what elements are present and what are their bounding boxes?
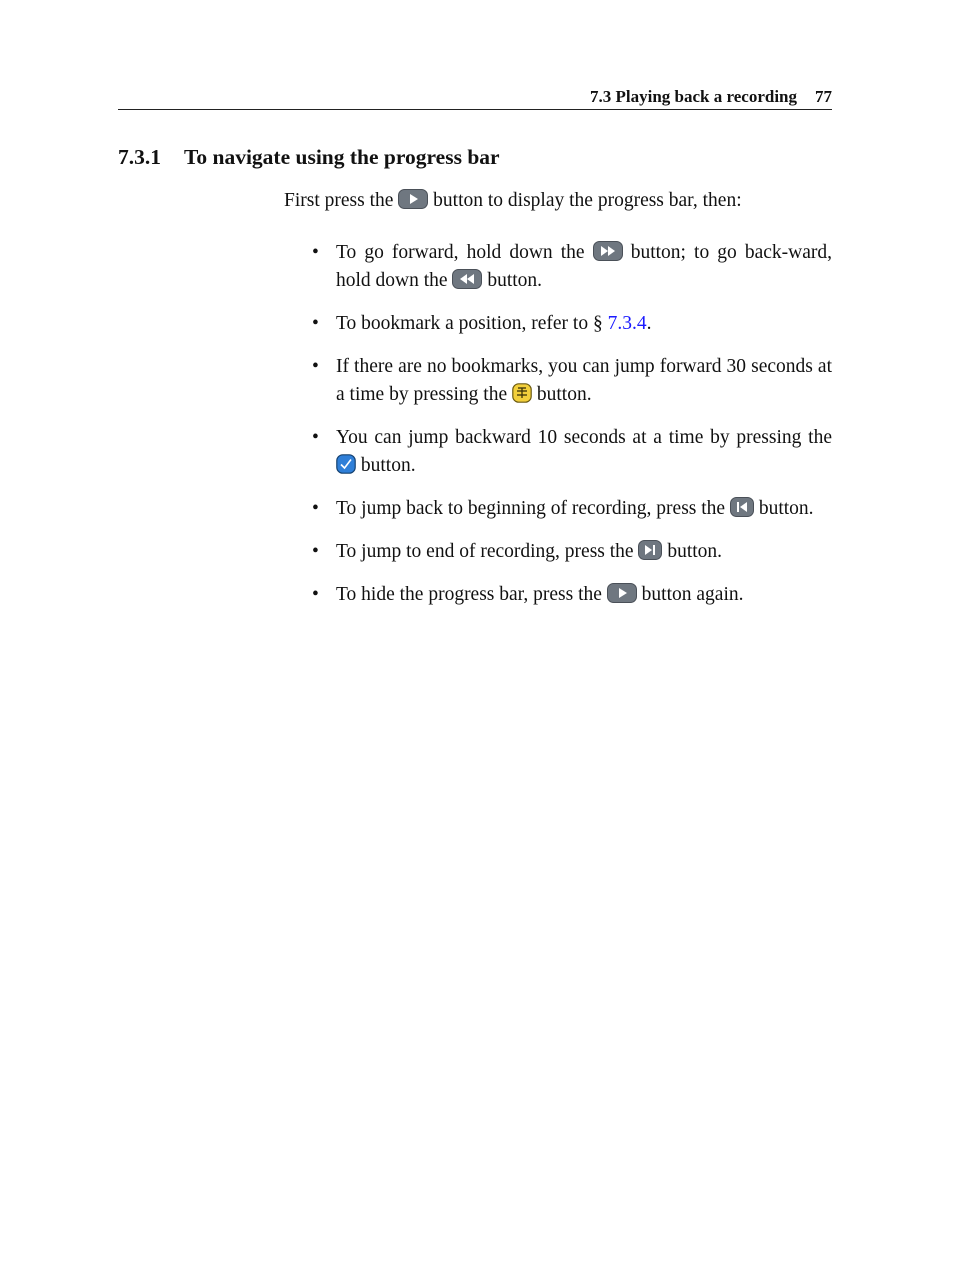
blue-check-button-icon — [336, 454, 356, 474]
bullet: • — [312, 313, 319, 334]
bullet: • — [312, 242, 319, 263]
list-item-text: button. — [487, 270, 543, 291]
skip-back-button-icon — [730, 497, 754, 517]
skip-forward-button-icon — [638, 540, 662, 560]
list-item — [312, 495, 832, 523]
list-item-text: button again. — [641, 584, 744, 605]
section-number: 7.3.1 — [118, 145, 161, 169]
list-item-text: To bookmark a position, refer to § — [336, 313, 603, 334]
section-reference-link[interactable]: 7.3.4 — [607, 313, 647, 334]
intro-paragraph — [284, 189, 742, 212]
header-section-title: 7.3 Playing back a recording — [590, 87, 797, 106]
list-item-text: If there are no bookmarks, you can jump forward 30 seconds at a time by pressing the — [336, 356, 832, 405]
play-button-icon — [398, 189, 428, 209]
intro-text-after: button to display the progress bar, then: — [433, 190, 742, 211]
list-item-text: To jump to end of recording, press the — [336, 541, 634, 562]
fast-forward-button-icon — [593, 241, 623, 261]
list-item-text: . — [646, 313, 652, 334]
bullet: • — [312, 584, 319, 605]
list-item-text: button; to go back-ward, hold down the — [336, 242, 833, 291]
list-item — [312, 581, 832, 609]
header-page-number: 77 — [815, 87, 832, 106]
list-item-text: button. — [758, 498, 814, 519]
list-item-text: You can jump backward 10 seconds at a time by pressing the — [336, 427, 832, 448]
list-item-text: To hide the progress bar, press the — [336, 584, 602, 605]
list-item — [312, 353, 832, 409]
bullet: • — [312, 498, 319, 519]
list-item-text: button. — [667, 541, 723, 562]
list-item-text: To jump back to beginning of recording, press the — [336, 498, 726, 519]
bullet: • — [312, 356, 319, 377]
rewind-button-icon — [452, 269, 482, 289]
list-item — [312, 310, 832, 338]
list-item — [312, 424, 832, 480]
list-item — [312, 239, 832, 295]
intro-text-before: First press the — [284, 190, 394, 211]
bullet: • — [312, 427, 319, 448]
yellow-menu-button-icon — [512, 383, 532, 403]
list-item — [312, 538, 832, 566]
section-title-text: To navigate using the progress bar — [184, 145, 500, 169]
section-heading — [118, 145, 500, 170]
navigation-instructions-list — [312, 239, 832, 624]
list-item-text: button. — [360, 455, 416, 476]
list-item-text: To go forward, hold down the — [336, 242, 585, 263]
play-button-icon — [607, 583, 637, 603]
list-item-text: button. — [536, 384, 592, 405]
running-header — [118, 86, 832, 110]
bullet: • — [312, 541, 319, 562]
